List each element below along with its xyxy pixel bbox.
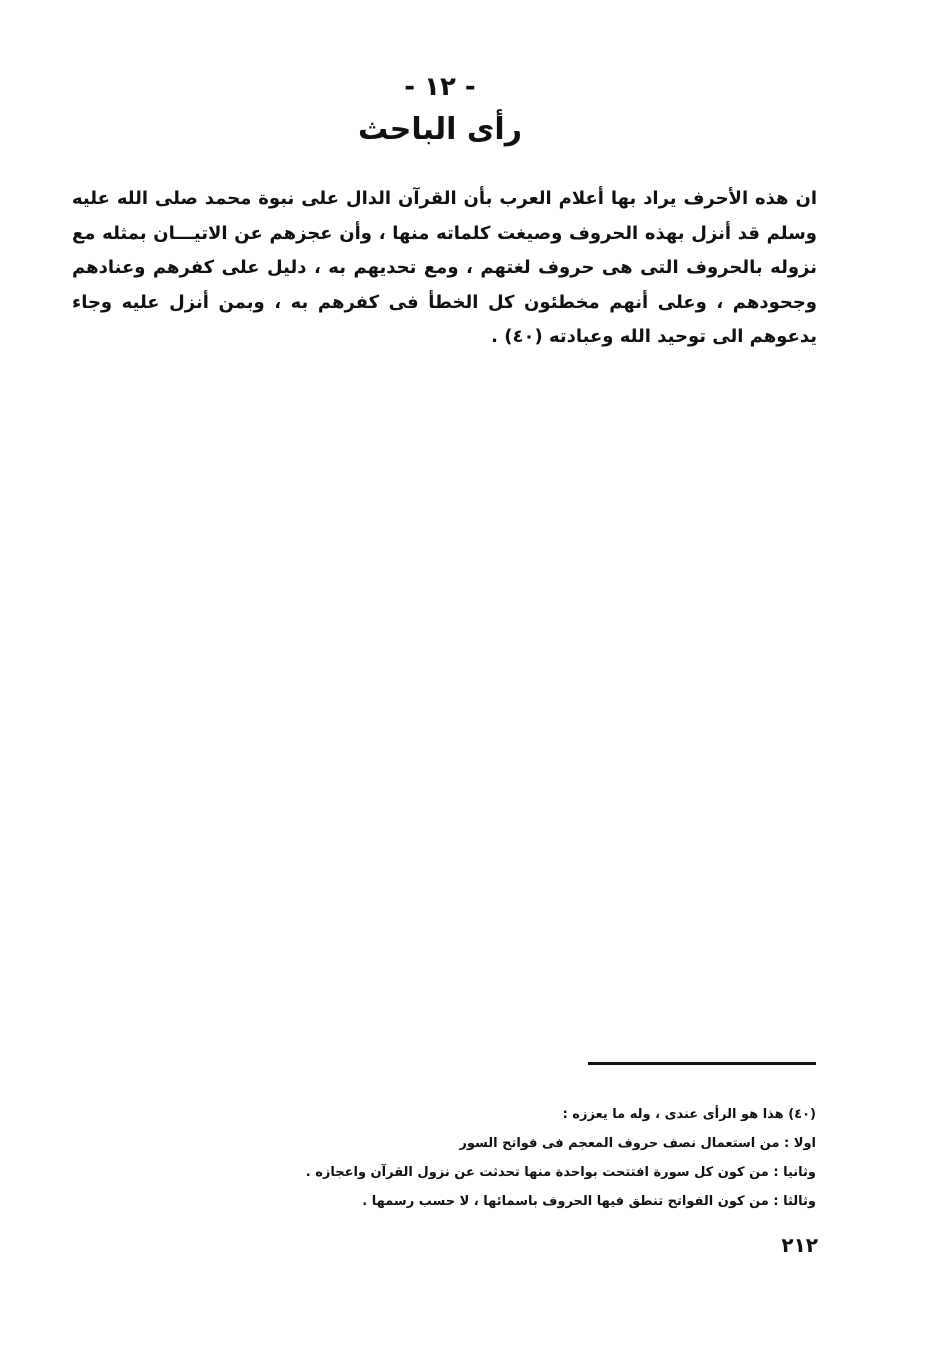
body-paragraph: ان هذه الأحرف يراد بها أعلام العرب بأن القرآن الدال على نبوة محمد صلى الله عليه وسلم قد أنزل بهذه الحروف وصيغت كلماته منها ، وأن عجزهم عن الاتيـــان بمثله مع نزوله بالحروف التى هى حروف لغتهم ، ومع تحديهم به ، دليل على كفرهم وعنادهم وجحودهم ، وعلى أنهم مخطئون كل الخطأ فى كفرهم به ، وبمن أنزل عليه وجاء يدعوهم الى توحيد الله وعبادته (٤٠) . <box>72 188 817 347</box>
page-title: رأى الباحث <box>358 112 522 147</box>
page-number: ٢١٢ <box>781 1233 818 1257</box>
footnote-line: (٤٠) هذا هو الرأى عندى ، وله ما يعززه : <box>562 1107 816 1122</box>
footnote-line: اولا : من استعمال نصف حروف المعجم فى فواتح السور <box>459 1136 816 1151</box>
section-number: - ١٢ - <box>404 72 476 102</box>
footnote-divider <box>588 1062 816 1065</box>
footnotes <box>150 1100 816 1216</box>
footnote-line: وثانيا : من كون كل سورة افتتحت بواحدة منها تحدثت عن نزول القرآن واعجازه . <box>305 1165 816 1180</box>
footnote-line: وثالثا : من كون الفواتح تنطق فيها الحروف باسمائها ، لا حسب رسمها . <box>362 1194 816 1209</box>
